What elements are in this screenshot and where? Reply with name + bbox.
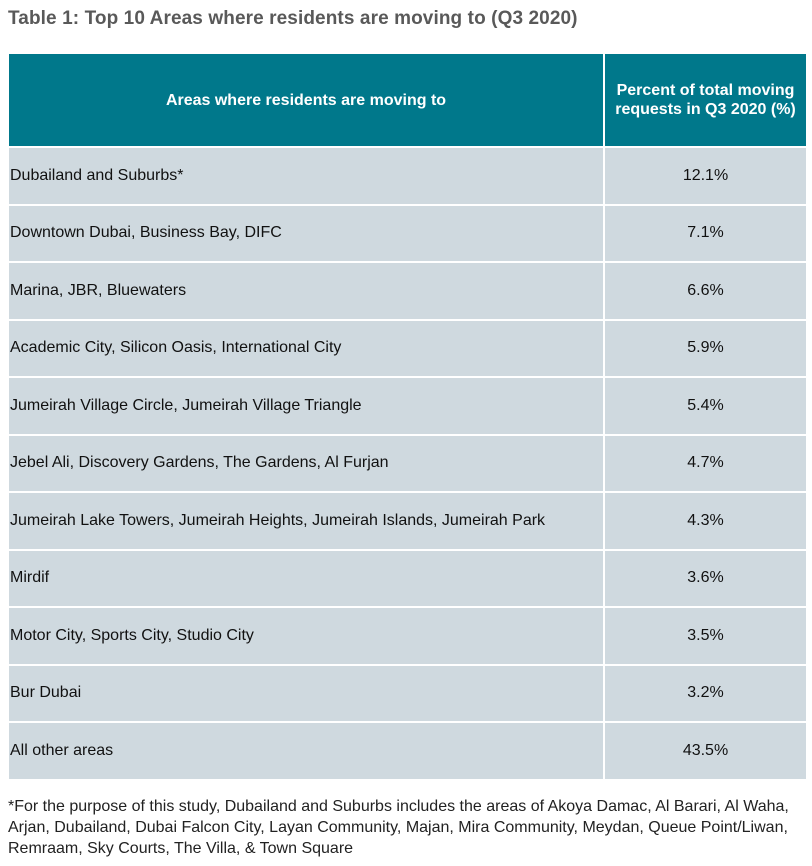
area-cell: Mirdif [8,550,604,608]
area-cell: Academic City, Silicon Oasis, International City [8,320,604,378]
table-row [8,665,807,723]
table-row [8,205,807,263]
table-title: Table 1: Top 10 Areas where residents are moving to (Q3 2020) [8,8,578,29]
percent-cell: 43.5% [604,722,807,780]
table-row [8,607,807,665]
area-cell: Dubailand and Suburbs* [8,147,604,205]
area-cell: Jumeirah Village Circle, Jumeirah Village Triangle [8,377,604,435]
percent-cell: 5.4% [604,377,807,435]
footnote: *For the purpose of this study, Dubailand and Suburbs includes the areas of Akoya Damac, Al Barari, Al Waha, Arjan, Dubailand, Dubai Falcon City, Layan Community, Majan, Mira Community, Meydan, Queue Point/Liwan, Remraam, Sky Courts, The Villa, & Town Square [8,798,789,857]
table-row [8,492,807,550]
percent-cell: 3.2% [604,665,807,723]
area-cell: Bur Dubai [8,665,604,723]
percent-cell: 4.7% [604,435,807,493]
percent-cell: 7.1% [604,205,807,263]
table-row [8,377,807,435]
area-cell: All other areas [8,722,604,780]
table-row [8,320,807,378]
percent-cell: 12.1% [604,147,807,205]
area-cell: Downtown Dubai, Business Bay, DIFC [8,205,604,263]
table-row [8,550,807,608]
percent-cell: 4.3% [604,492,807,550]
area-cell: Motor City, Sports City, Studio City [8,607,604,665]
table-row [8,722,807,780]
percent-cell: 3.5% [604,607,807,665]
table-row [8,147,807,205]
table-row [8,262,807,320]
area-cell: Jebel Ali, Discovery Gardens, The Gardens, Al Furjan [8,435,604,493]
header-percent: Percent of total moving requests in Q3 2020 (%) [604,53,807,147]
table-header-row [8,53,807,147]
header-areas: Areas where residents are moving to [8,53,604,147]
percent-cell: 3.6% [604,550,807,608]
table-row [8,435,807,493]
area-cell: Marina, JBR, Bluewaters [8,262,604,320]
percent-cell: 5.9% [604,320,807,378]
percent-cell: 6.6% [604,262,807,320]
area-cell: Jumeirah Lake Towers, Jumeirah Heights, Jumeirah Islands, Jumeirah Park [8,492,604,550]
moving-areas-table [7,52,808,781]
